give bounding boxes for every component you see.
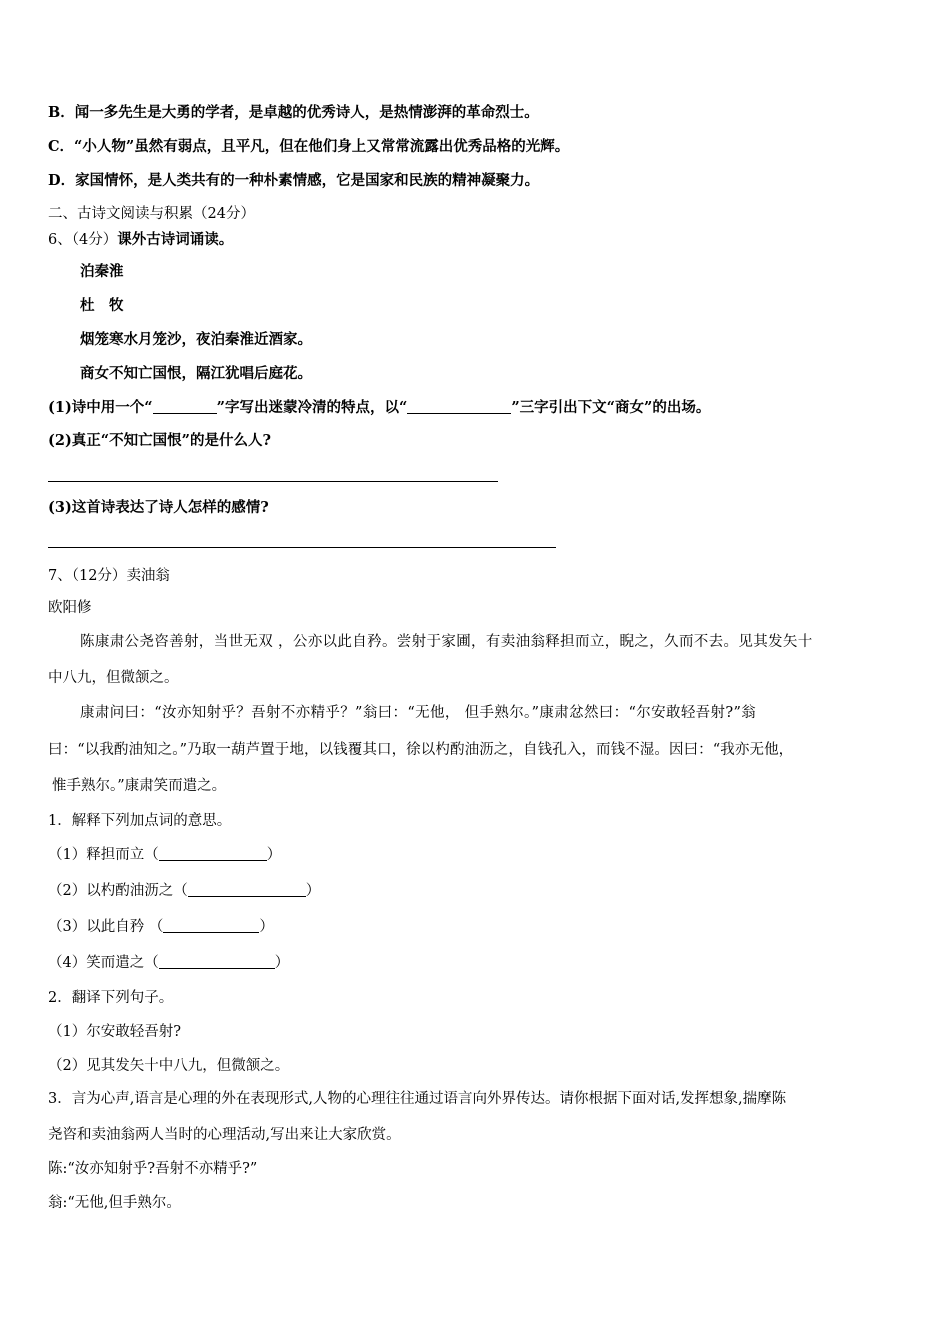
q6-sub3: (3)这首诗表达了诗人怎样的感情? xyxy=(48,499,269,516)
t2-item-2: （2）见其发矢十中八九，但微颔之。 xyxy=(48,1058,290,1074)
t1-item-4-text: 笑而遣之（ xyxy=(86,955,159,971)
option-d-text: 家国情怀，是人类共有的一种朴素情感，它是国家和民族的精神凝聚力。 xyxy=(75,172,540,189)
q6-points: （4分） xyxy=(71,232,118,248)
t1-item-4 xyxy=(48,952,289,973)
dialog-weng: 翁:“无他,但手熟尔。 xyxy=(48,1195,181,1211)
poem-author: 杜 牧 xyxy=(80,297,124,314)
section-title: 二、古诗文阅读与积累（24分） xyxy=(48,206,255,222)
t1-item-3 xyxy=(48,916,274,937)
option-c-text: “小人物”虽然有弱点，且平凡，但在他们身上又常常流露出优秀品格的光辉。 xyxy=(74,138,570,155)
q6-number: 6、 xyxy=(48,232,72,248)
t1-item-3-num: （3） xyxy=(48,919,87,935)
q7-points: （12分） xyxy=(71,568,127,584)
t1-item-2-num: （2） xyxy=(48,883,87,899)
passage-p2-line3: 惟手熟尔。”康肃笑而遣之。 xyxy=(52,778,227,794)
q6-sub1-part1: (1)诗中用一个“ xyxy=(48,399,153,416)
passage-p2-line1: 康肃问曰：“汝亦知射乎？吾射不亦精乎？”翁曰：“无他， 但手熟尔。”康肃忿然曰：“尔安敢轻吾射?”翁 xyxy=(80,705,757,721)
q6-sub3-answer-line[interactable] xyxy=(48,547,556,548)
option-b xyxy=(48,103,539,123)
t1-item-1-close: ） xyxy=(266,847,282,863)
t1-item-2-text: 以杓酌油沥之（ xyxy=(86,883,188,899)
q7-title: 卖油翁 xyxy=(126,568,170,584)
t1-item-2-close: ） xyxy=(305,883,321,899)
t1-item-3-text: 以此自矜 （ xyxy=(86,919,164,935)
poem-title: 泊秦淮 xyxy=(80,263,124,280)
passage-p1-line1: 陈康肃公尧咨善射，当世无双 ，公亦以此自矜。尝射于家圃，有卖油翁释担而立，睨之，久而不去。见其发矢十 xyxy=(80,634,813,650)
q6-sub1-blank1[interactable] xyxy=(153,397,217,414)
option-d-letter: D． xyxy=(48,172,76,189)
t3-line2: 尧咨和卖油翁两人当时的心理活动,写出来让大家欣赏。 xyxy=(48,1127,401,1143)
t3-line1: 3．言为心声,语言是心理的外在表现形式,人物的心理往往通过语言向外界传达。请你根据下面对话,发挥想象,揣摩陈 xyxy=(48,1091,787,1107)
q7-header xyxy=(48,566,170,586)
t1-item-1-text: 释担而立（ xyxy=(86,847,159,863)
t1-item-4-num: （4） xyxy=(48,955,87,971)
option-c xyxy=(48,137,569,157)
q6-header xyxy=(48,230,233,250)
t1-item-1 xyxy=(48,844,281,865)
option-c-letter: C． xyxy=(48,138,75,155)
option-b-letter: B． xyxy=(48,104,75,121)
t1-item-2-blank[interactable] xyxy=(188,880,306,897)
q7-number: 7、 xyxy=(48,568,72,584)
q6-sub1-blank2[interactable] xyxy=(407,397,511,414)
t2-item-1: （1）尔安敢轻吾射? xyxy=(48,1024,181,1040)
q6-sub1-part3: ”三字引出下文“商女”的出场。 xyxy=(511,399,711,416)
poem-line-2: 商女不知亡国恨，隔江犹唱后庭花。 xyxy=(80,365,312,382)
q6-sub2-answer-line[interactable] xyxy=(48,481,498,482)
q6-sub2: (2)真正“不知亡国恨”的是什么人? xyxy=(48,432,271,449)
t2-title: 2．翻译下列句子。 xyxy=(48,990,174,1006)
t1-title: 1．解释下列加点词的意思。 xyxy=(48,813,232,829)
t1-item-1-num: （1） xyxy=(48,847,87,863)
option-b-text: 闻一多先生是大勇的学者，是卓越的优秀诗人，是热情澎湃的革命烈士。 xyxy=(74,104,539,121)
q6-title: 课外古诗词诵读。 xyxy=(117,231,234,248)
poem-line-1: 烟笼寒水月笼沙，夜泊秦淮近酒家。 xyxy=(80,331,312,348)
option-d xyxy=(48,171,539,191)
passage-p2-line2: 曰：“以我酌油知之。”乃取一葫芦置于地，以钱覆其口，徐以杓酌油沥之，自钱孔入，而钱不湿。因曰：“我亦无他， xyxy=(48,742,794,758)
q6-sub1-part2: ”字写出迷蒙冷清的特点，以“ xyxy=(216,399,408,416)
t1-item-4-close: ） xyxy=(274,955,290,971)
t1-item-4-blank[interactable] xyxy=(159,952,275,969)
q7-author: 欧阳修 xyxy=(48,600,92,616)
t1-item-3-blank[interactable] xyxy=(163,916,259,933)
q6-sub1 xyxy=(48,397,710,418)
t1-item-1-blank[interactable] xyxy=(159,844,267,861)
dialog-chen: 陈:“汝亦知射乎?吾射不亦精乎?” xyxy=(48,1161,258,1177)
t1-item-3-close: ） xyxy=(259,919,274,935)
t1-item-2 xyxy=(48,880,320,901)
passage-p1-line2: 中八九，但微颔之。 xyxy=(48,670,179,686)
